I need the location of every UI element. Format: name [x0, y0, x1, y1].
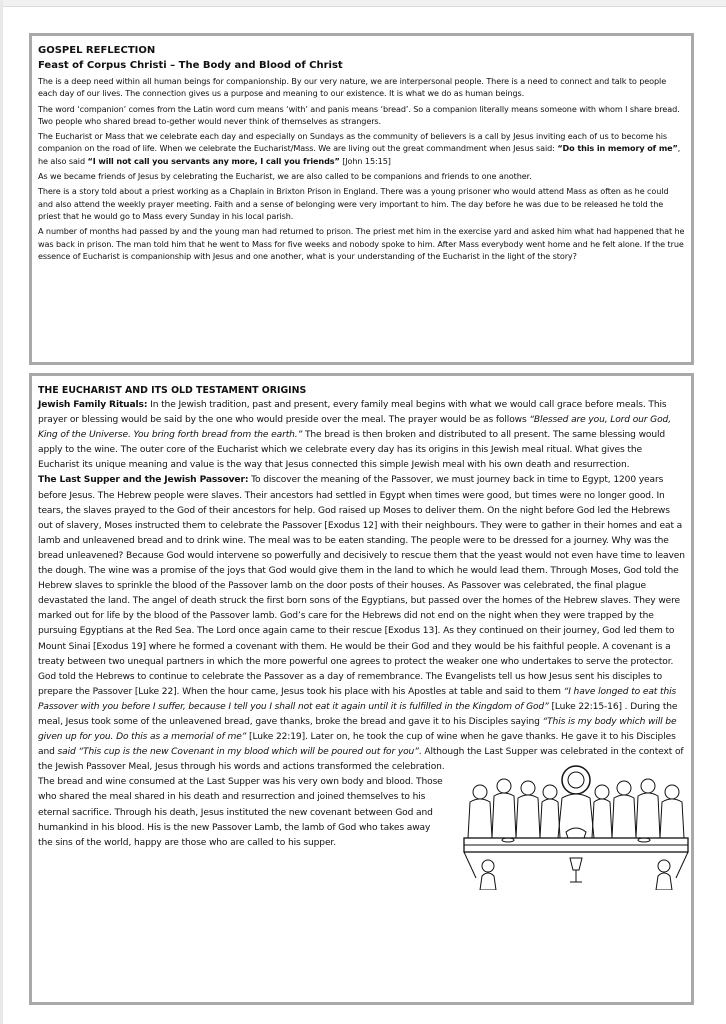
- text-run: To discover the meaning of the Passover, we must journey back in time to Egypt, 1200 years before Jesus. The Hebrew people were slaves. Their ancestors had settled in Egypt when times were good, but times were no longer good. In tears, the slaves prayed to the God of their ancestors for help. God raised up Moses to deliver them. On the night before God led the Hebrews out of slavery, Moses instructed them to celebrate the Passover [Exodus 12] with their neighbours. They were to gather in their homes and eat a lamb and unleavened bread and to drink wine. The meal was to be eaten standing. The people were to be dressed for a journey. Why was the bread unleavened? Because God would intervene so powerfully and decisively to rescue them that the yeast would not even have time to leaven the dough. The wine was a promise of the joys that God would give them in the land to which he would lead them. Through Moses, God told the Hebrew slaves to sprinkle the blood of the Passover lamb on the door posts of their houses. As Passover was celebrated, the final plague devastated the land. The angel of death struck the first born sons of the Egyptians, but passed over the homes of the Hebrew slaves. They were marked out for life by the blood of the Passover lamb. God’s care for the Hebrews did not end on the night when they were trapped by the pursuing Egyptians at the Red Sea. The Lord once again came to their rescue [Exodus 13]. As they continued on their journey, God led them to Mount Sinai [Exodus 19] where he formed a covenant with them. He would be their God and they would be his faithful people. A covenant is a treaty between two unequal partners in which the more powerful one agrees to protect the weaker one who undertakes to serve the protector. God told the Hebrews to continue to celebrate the Passover as a day of remembrance. The Evangelists tell us how Jesus sent his disciples to prepare the Passover [Luke 22]. When the hour came, Jesus took his place with his Apostles at table and said to them: [38, 475, 685, 697]
- text-run: [Luke 22:19]. Later on, he took the cup of wine when he gave thanks. He gave it to his Disciples and: [38, 732, 676, 758]
- quote: “I have longed to eat this Passover with you before I suffer, because I tell you I shall not eat it again until it is fulfilled in the Kingdom of God”: [38, 686, 677, 712]
- rituals-label: Jewish Family Rituals:: [38, 400, 148, 410]
- closing-paragraph: the Jewish Passover Meal, Jesus through his words and actions transformed the celebration. The bread and wine consumed at the Last Supper was his very own body and blood. Those who shared the meal shared in his death and resurrection and joined themselves to his eternal sacrifice. Through his death, Jesus instituted the new covenant between God and humankind in his blood. His is the new Passover Lamb, the lamb of God who takes away the sins of the world, happy are those who are called to his supper.: [38, 762, 445, 848]
- quote: said “This cup is the new Covenant in my blood which will be poured out for you”: [57, 747, 419, 758]
- text-run: . Although the Last Supper was celebrated in the context of: [418, 747, 684, 758]
- gospel-paragraph: As we became friends of Jesus by celebrating the Eucharist, we are also called to be companions and friends to one another.: [38, 171, 532, 182]
- gospel-paragraph: A number of months had passed by and the young man had returned to prison. The priest met him in the exercise yard and asked him what had happened that he was back in prison. The man told him that he went to Mass for five weeks and nobody spoke to him. After Mass everybody went home and he felt alone. If the true essence of Eucharist is companionship with Jesus and one another, what is your understanding of the Eucharist in the light of the story?: [38, 226, 685, 261]
- top-edge: [0, 0, 726, 7]
- gospel-paragraph: [38, 130, 685, 167]
- quote: “I will not call you servants any more, I call you friends”: [87, 155, 340, 166]
- text-run: [Luke 22:15-16] . During the meal, Jesus took some of the unleavened bread, gave thanks, broke the bread and gave it to his Disciples saying: [38, 701, 678, 727]
- left-edge: [0, 0, 3, 1024]
- text-run: [John 15:15]: [339, 155, 391, 166]
- text-run: , he also said: [38, 143, 681, 166]
- gospel-paragraph: There is a story told about a priest working as a Chaplain in Brixton Prison in England. There was a young prisoner who would attend Mass as often as he could and also attend the weekly prayer meeting. Faith and a sense of belonging were very important to him. The day before he was due to be released he told the priest that he would go to Mass every Sunday in his local parish.: [38, 186, 669, 221]
- supper-paragraph: [38, 473, 685, 760]
- text-run: The bread is then broken and distributed to all present. The same blessing would apply to the wine. The outer core of the Eucharist which we celebrate every day has its origins in this Jewish meal ritual. What gives the Eucharist its unique meaning and value is the way that Jesus connected this simple Jewish meal with his own death and resurrection.: [38, 430, 666, 471]
- quote: “This is my body which will be given up for you. Do this as a memorial of me”: [38, 716, 677, 743]
- last-supper-illustration-icon: [458, 758, 694, 890]
- closing-section: [38, 760, 685, 851]
- gospel-subheading: Feast of Corpus Christi – The Body and Blood of Christ: [38, 60, 343, 71]
- eucharist-box: [29, 373, 694, 1005]
- gospel-paragraph: The word ‘companion’ comes from the Latin word cum means ‘with’ and panis means ‘bread’. So a companion literally means someone with whom I share bread. Two people who shared bread to-gether would never think of themselves as strangers.: [38, 103, 680, 126]
- supper-label: The Last Supper and the Jewish Passover:: [38, 475, 249, 486]
- rituals-paragraph: [38, 398, 685, 473]
- eucharist-heading: THE EUCHARIST AND ITS OLD TESTAMENT ORIGINS: [38, 385, 307, 396]
- quote: “Do this in memory of me”: [557, 143, 678, 154]
- gospel-heading: GOSPEL REFLECTION: [38, 45, 156, 56]
- gospel-reflection-box: [29, 33, 694, 365]
- text-run: In the Jewish tradition, past and present, every family meal begins with what we would call grace before meals. This prayer or blessing would be said by the one who would preside over the meal. The prayer would be as follows: [38, 400, 667, 426]
- quote: “Blessed are you, Lord our God, King of the Universe. You bring forth bread from the earth.”: [38, 415, 671, 441]
- text-run: The Eucharist or Mass that we celebrate each day and especially on Sundays as the community of believers is a call by Jesus inviting each of us to become his companion on the road of life. When we celebrate the Eucharist/Mass. We are living out the great commandment when Jesus said:: [38, 131, 667, 154]
- gospel-paragraph: The is a deep need within all human beings for companionship. By our very nature, we are interpersonal people. There is a need to connect and talk to people each day of our lives. The connection gives us a purpose and meaning to our existence. It is what we do as human beings.: [38, 76, 667, 99]
